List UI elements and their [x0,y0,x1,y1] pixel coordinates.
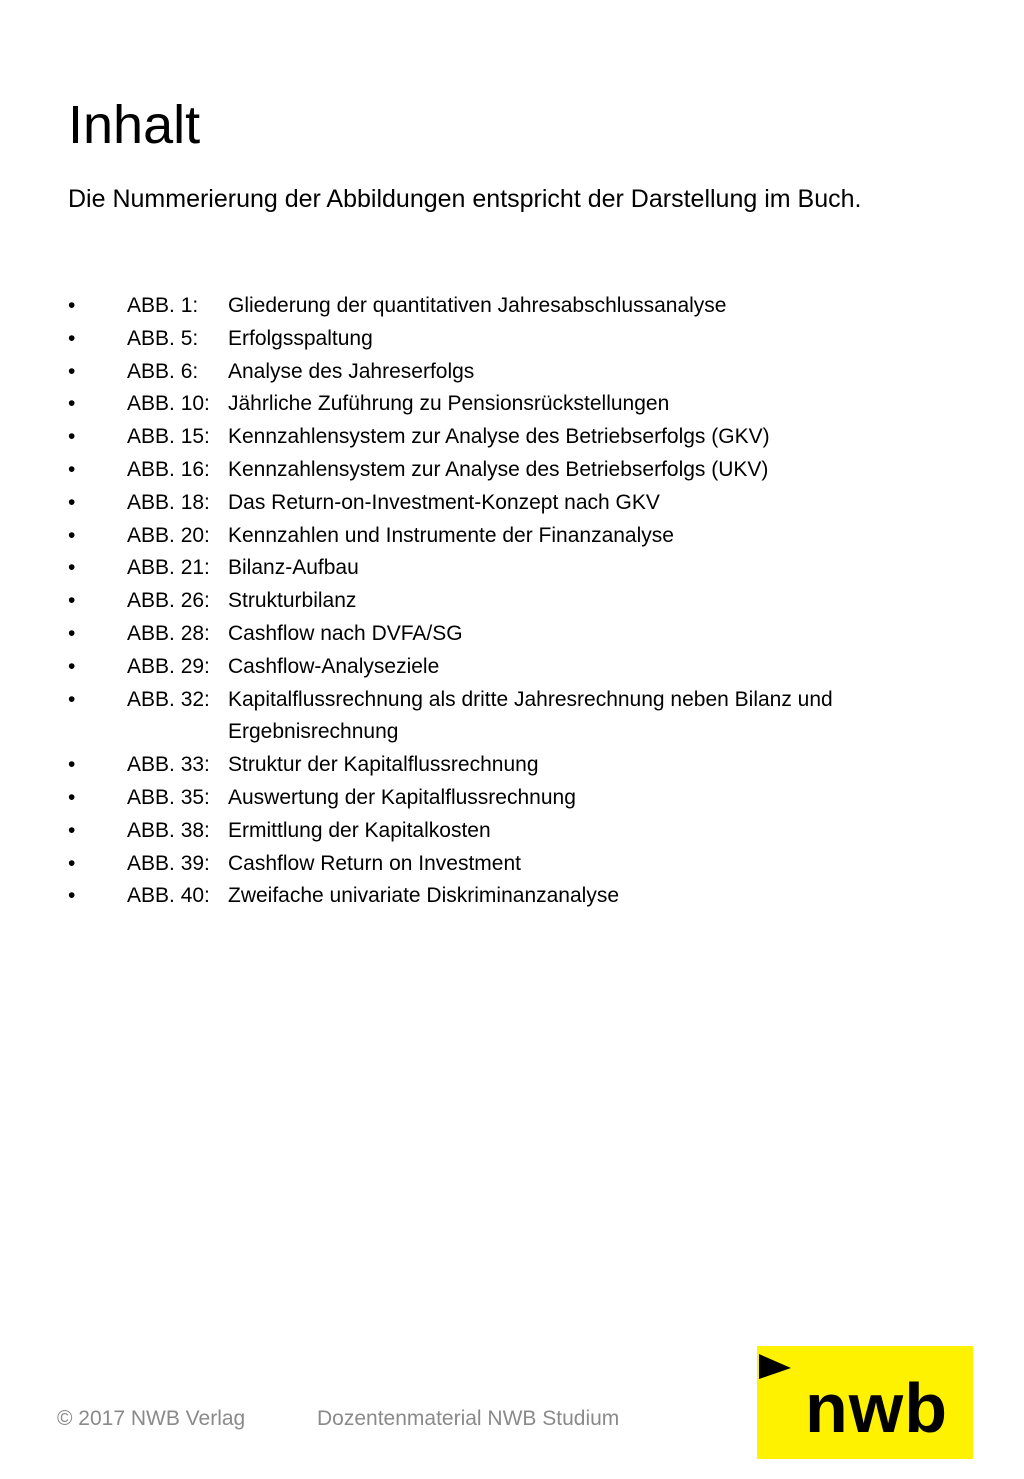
list-item [0,356,1024,389]
bullet-icon: • [68,392,76,416]
figure-number: ABB. 10: [127,392,210,416]
figure-caption: Cashflow Return on Investment [228,851,521,875]
nwb-logo [757,1346,973,1459]
bullet-icon: • [68,851,76,875]
figure-number: ABB. 38: [127,818,210,842]
list-item [0,651,1024,684]
figure-number: ABB. 32: [127,687,210,711]
list-item [0,323,1024,356]
footer-copyright: © 2017 NWB Verlag [57,1407,246,1430]
bullet-icon: • [68,523,76,547]
page-subtitle: Die Nummerierung der Abbildungen entspricht der Darstellung im Buch. [68,185,862,213]
figure-number: ABB. 16: [127,457,210,481]
figure-caption: Auswertung der Kapitalflussrechnung [228,785,576,809]
bullet-icon: • [68,457,76,481]
figure-caption: Gliederung der quantitativen Jahresabschlussanalyse [228,294,727,317]
figure-caption: Jährliche Zuführung zu Pensionsrückstellungen [228,392,670,416]
bullet-icon: • [68,556,76,580]
bullet-icon: • [68,753,76,777]
figure-number: ABB. 6: [127,359,199,383]
figure-caption: Cashflow-Analyseziele [228,654,440,678]
list-item [0,749,1024,782]
bullet-icon: • [68,818,76,842]
figure-number: ABB. 18: [127,490,210,514]
figure-caption: Bilanz-Aufbau [228,556,359,580]
figure-caption: Kennzahlensystem zur Analyse des Betriebserfolgs (GKV) [228,425,770,449]
figure-caption: Das Return-on-Investment-Konzept nach GKV [228,490,660,514]
bullet-icon: • [68,490,76,514]
bullet-icon: • [68,884,76,908]
figure-number: ABB. 15: [127,425,210,449]
figure-number: ABB. 35: [127,785,210,809]
figure-list [0,290,1024,913]
footer-label: Dozentenmaterial NWB Studium [317,1407,620,1430]
figure-number: ABB. 21: [127,556,210,580]
figure-caption: Strukturbilanz [228,589,357,613]
figure-number: ABB. 5: [127,326,199,350]
bullet-icon: • [68,621,76,645]
figure-caption: Struktur der Kapitalflussrechnung [228,753,539,777]
list-item [0,520,1024,553]
figure-caption: Kapitalflussrechnung als dritte Jahresrechnung neben Bilanz und Ergebnisrechnung [228,687,833,744]
list-item [0,880,1024,913]
figure-number: ABB. 33: [127,753,210,777]
list-item [0,618,1024,651]
figure-caption: Cashflow nach DVFA/SG [228,621,463,645]
page-title: Inhalt [68,95,201,155]
list-item [0,848,1024,881]
figure-number: ABB. 26: [127,589,210,613]
list-item [0,487,1024,520]
list-item [0,388,1024,421]
figure-number: ABB. 1: [127,294,199,317]
figure-number: ABB. 40: [127,884,210,908]
bullet-icon: • [68,589,76,613]
bullet-icon: • [68,687,76,711]
figure-caption: Analyse des Jahreserfolgs [228,359,475,383]
bullet-icon: • [68,294,76,317]
list-item [0,815,1024,848]
bullet-icon: • [68,359,76,383]
figure-number: ABB. 20: [127,523,210,547]
logo-text: nwb [805,1369,948,1447]
bullet-icon: • [68,654,76,678]
figure-caption: Erfolgsspaltung [228,326,373,350]
list-item [0,454,1024,487]
bullet-icon: • [68,425,76,449]
list-item [0,290,1024,323]
figure-caption: Ermittlung der Kapitalkosten [228,818,491,842]
figure-number: ABB. 29: [127,654,210,678]
list-item [0,421,1024,454]
list-item [0,782,1024,815]
figure-number: ABB. 28: [127,621,210,645]
list-item [0,684,1024,750]
bullet-icon: • [68,785,76,809]
figure-number: ABB. 39: [127,851,210,875]
figure-caption: Kennzahlen und Instrumente der Finanzanalyse [228,523,674,547]
figure-caption: Zweifache univariate Diskriminanzanalyse [228,884,620,908]
figure-caption: Kennzahlensystem zur Analyse des Betriebserfolgs (UKV) [228,457,769,481]
bullet-icon: • [68,326,76,350]
list-item [0,552,1024,585]
list-item [0,585,1024,618]
